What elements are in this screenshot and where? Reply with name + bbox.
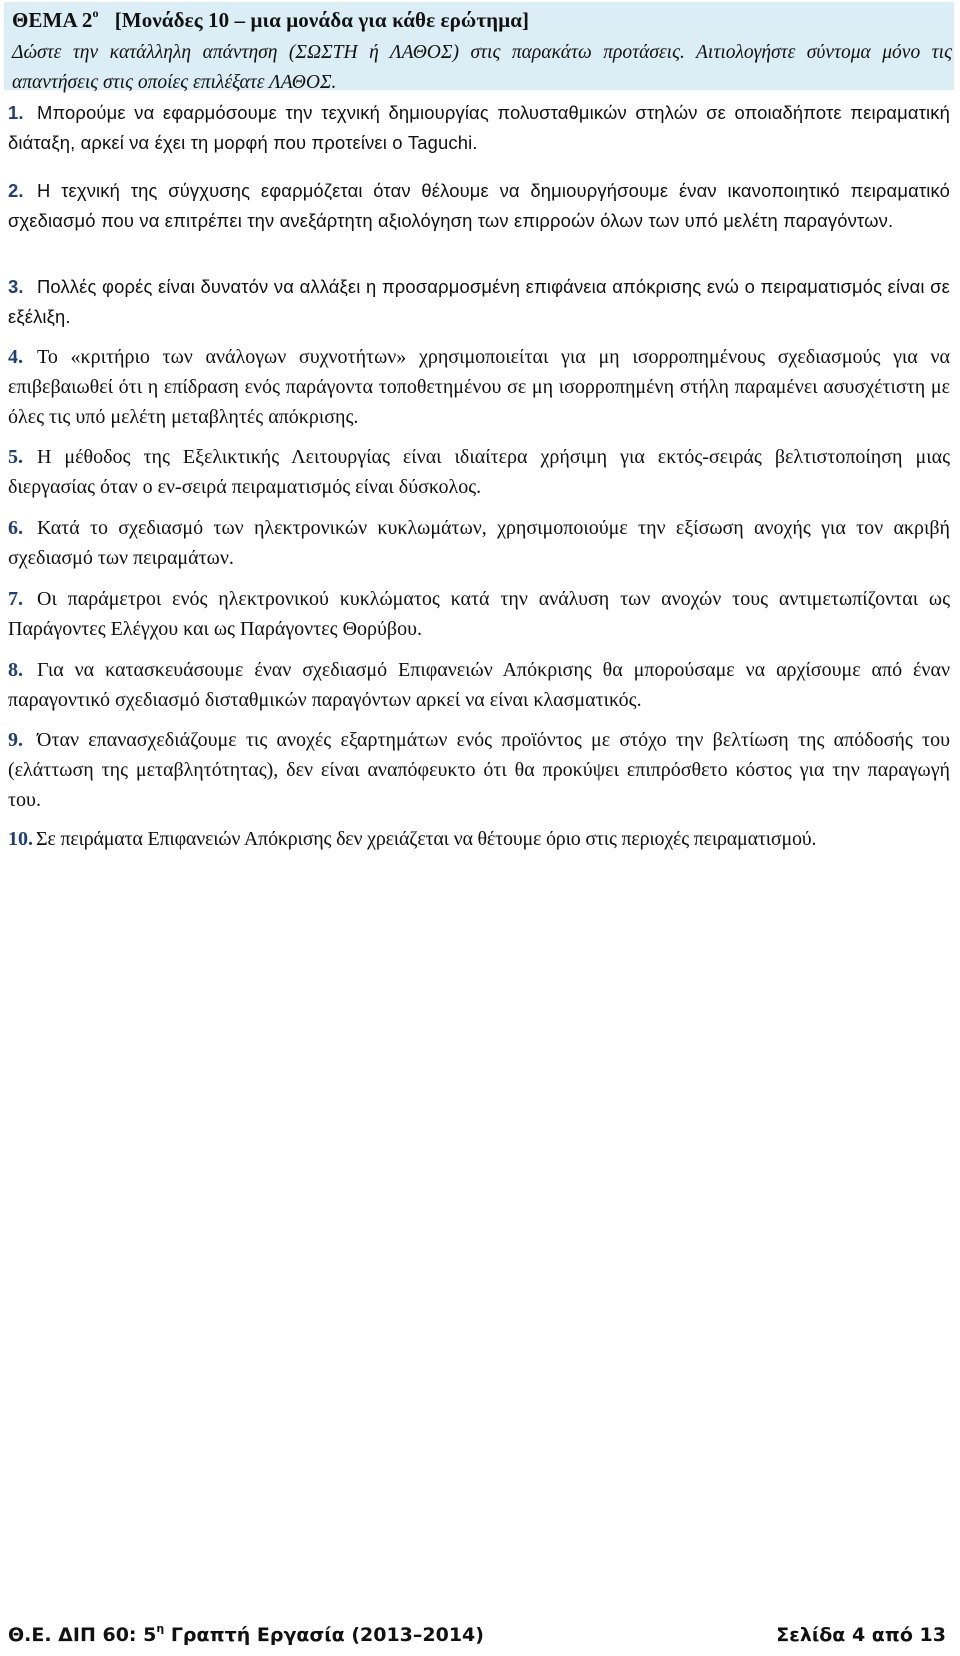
question-10 [8,824,950,854]
section-title-superscript: ο [92,6,99,20]
question-text: Μπορούμε να εφαρμόσουμε την τεχνική δημιουργίας πολυσταθμικών στηλών σε οποιαδήποτε πειραματική διάταξη, αρκεί να έχει τη μορφή που προτείνει ο Taguchi. [8,102,950,153]
footer-course [8,1624,484,1646]
section-title-prefix: ΘΕΜΑ 2 [12,8,93,32]
footer-course-prefix: Θ.Ε. ΔΙΠ 60: 5 [8,1624,157,1646]
question-number: 8. [8,659,23,681]
question-1 [8,98,950,158]
question-number: 1. [8,102,24,123]
question-number: 3. [8,276,24,297]
question-9 [8,725,950,815]
question-6 [8,513,950,573]
question-text: Το «κριτήριο των ανάλογων συχνοτήτων» χρησιμοποιείται για μη ισορροπημένους σχεδιασμούς για να επιβεβαιωθεί ότι η επίδραση ενός παράγοντα τοποθετημένου σε μη ισορροπημένη στήλη παραμένει ασυσχέτιστη με όλες τις υπό μελέτη μεταβλητές απόκρισης. [8,346,950,428]
question-number: 9. [8,729,23,751]
question-2 [8,176,950,236]
question-text: Όταν επανασχεδιάζουμε τις ανοχές εξαρτημάτων ενός προϊόντος με στόχο την βελτίωση της απόδοσής του (ελάττωση της μεταβλητότητας), δεν είναι αναπόφευκτο ότι θα προκύψει επιπρόσθετο κόστος για την παραγωγή του. [8,729,950,811]
question-text: Για να κατασκευάσουμε έναν σχεδιασμό Επιφανειών Απόκρισης θα μπορούσαμε να αρχίσουμε από έναν παραγοντικό σχεδιασμό δισταθμικών παραγόντων αρκεί να είναι κλασματικός. [8,659,950,711]
question-text: Σε πειράματα Επιφανειών Απόκρισης δεν χρειάζεται να θέτουμε όριο στις περιοχές πειραματισμού. [36,828,817,850]
question-number: 7. [8,588,23,610]
section-title-marks: [Μονάδες 10 – μια μονάδα για κάθε ερώτημα] [114,8,530,32]
question-4 [8,342,950,432]
instructions: Δώστε την κατάλληλη απάντηση (ΣΩΣΤΗ ή ΛΑΘΟΣ) στις παρακάτω προτάσεις. Αιτιολογήστε σύντομα μόνο τις απαντήσεις στις οποίες επιλέξατε ΛΑΘΟΣ. [12,42,952,93]
question-text: Πολλές φορές είναι δυνατόν να αλλάξει η προσαρμοσμένη επιφάνεια απόκρισης ενώ ο πειραματισμός είναι σε εξέλιξη. [8,276,950,327]
question-5 [8,442,950,502]
question-text: Οι παράμετροι ενός ηλεκτρονικού κυκλώματος κατά την ανάλυση των ανοχών τους αντιμετωπίζονται ως Παράγοντες Ελέγχου και ως Παράγοντες Θορύβου. [8,588,950,640]
exam-header [4,2,954,93]
question-number: 4. [8,346,23,368]
footer-course-suffix: Γραπτή Εργασία (2013–2014) [164,1624,484,1646]
footer-page-number: Σελίδα 4 από 13 [776,1624,946,1646]
section-title [12,8,529,33]
question-number: 5. [8,446,23,468]
question-text: Κατά το σχεδιασμό των ηλεκτρονικών κυκλωμάτων, χρησιμοποιούμε την εξίσωση ανοχής για τον ακριβή σχεδιασμό των πειραμάτων. [8,517,950,569]
question-number: 10. [8,828,33,850]
question-text: Η τεχνική της σύγχυσης εφαρμόζεται όταν θέλουμε να δημιουργήσουμε έναν ικανοποιητικό πειραματικό σχεδιασμό που να επιτρέπει την ανεξάρτητη αξιολόγηση των επιρροών όλων των υπό μελέτη παραγόντων. [8,180,950,231]
question-7 [8,584,950,644]
footer-course-superscript: η [156,1622,165,1635]
question-8 [8,655,950,715]
question-3 [8,272,950,332]
question-number: 6. [8,517,23,539]
question-text: Η μέθοδος της Εξελικτικής Λειτουργίας είναι ιδιαίτερα χρήσιμη για εκτός-σειράς βελτιστοποίηση μιας διεργασίας όταν ο εν-σειρά πειραματισμός είναι δύσκολος. [8,446,950,498]
question-number: 2. [8,180,24,201]
